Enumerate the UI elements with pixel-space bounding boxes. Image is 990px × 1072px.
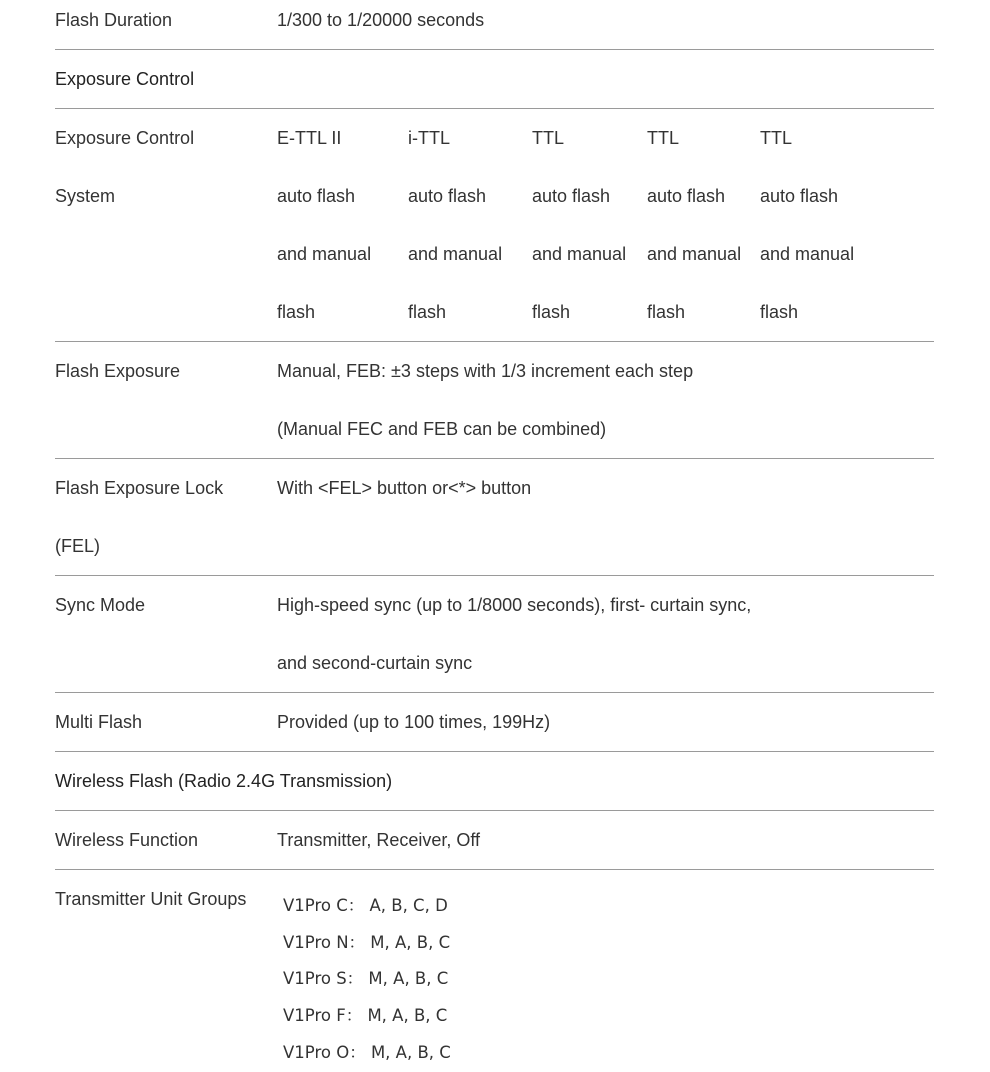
row-exposure-system bbox=[55, 109, 934, 342]
group-item: V1Pro O： M, A, B, C bbox=[283, 1042, 451, 1062]
group-list bbox=[277, 870, 451, 1071]
exposure-system-column bbox=[760, 109, 880, 341]
row-label: System bbox=[55, 186, 116, 206]
column-line: flash bbox=[647, 302, 686, 322]
column-line: TTL bbox=[647, 128, 680, 148]
column-line: auto flash bbox=[408, 186, 487, 206]
row-sync-mode bbox=[55, 576, 934, 693]
column-line: E-TTL II bbox=[277, 128, 342, 148]
row-value: With <FEL> button or<*> button bbox=[277, 478, 532, 498]
row-label: Flash Exposure Lock bbox=[55, 478, 224, 498]
row-multi-flash bbox=[55, 693, 934, 752]
column-line: i-TTL bbox=[408, 128, 450, 148]
row-value: 1/300 to 1/20000 seconds bbox=[277, 10, 485, 30]
row-value: Manual, FEB: ±3 steps with 1/3 increment each step bbox=[277, 361, 694, 381]
column-line: auto flash bbox=[532, 186, 611, 206]
group-item: V1Pro C： A, B, C, D bbox=[283, 896, 448, 915]
column-line: and manual bbox=[532, 244, 627, 264]
section-heading: Exposure Control bbox=[55, 69, 195, 89]
section-wireless-flash bbox=[55, 752, 934, 811]
column-line: and manual bbox=[408, 244, 503, 264]
column-line: and manual bbox=[647, 244, 742, 264]
section-exposure-control bbox=[55, 50, 934, 109]
row-value: High-speed sync (up to 1/8000 seconds), first- curtain sync, bbox=[277, 595, 752, 615]
column-line: and manual bbox=[277, 244, 372, 264]
spec-table bbox=[55, 0, 934, 1071]
exposure-system-column bbox=[647, 109, 760, 341]
column-line: auto flash bbox=[760, 186, 839, 206]
exposure-system-column bbox=[532, 109, 647, 341]
group-item: V1Pro N： M, A, B, C bbox=[283, 932, 451, 952]
row-label: Sync Mode bbox=[55, 595, 146, 615]
row-value: and second-curtain sync bbox=[277, 653, 473, 673]
row-fel bbox=[55, 459, 934, 576]
column-line: auto flash bbox=[647, 186, 726, 206]
row-label: Wireless Function bbox=[55, 830, 199, 850]
column-line: flash bbox=[277, 302, 316, 322]
column-line: flash bbox=[532, 302, 571, 322]
column-line: and manual bbox=[760, 244, 855, 264]
row-label: Flash Exposure bbox=[55, 361, 181, 381]
exposure-system-columns bbox=[277, 109, 880, 341]
row-label: Flash Duration bbox=[55, 10, 173, 30]
row-wireless-function bbox=[55, 811, 934, 870]
row-value: (Manual FEC and FEB can be combined) bbox=[277, 419, 607, 439]
group-item: V1Pro F： M, A, B, C bbox=[283, 1006, 448, 1026]
row-flash-duration bbox=[55, 0, 934, 50]
column-line: flash bbox=[760, 302, 799, 322]
row-label: (FEL) bbox=[55, 536, 100, 556]
row-label: Multi Flash bbox=[55, 712, 143, 732]
group-item: V1Pro S： M, A, B, C bbox=[283, 969, 449, 989]
row-label: Exposure Control bbox=[55, 128, 195, 148]
row-transmitter-groups bbox=[55, 870, 934, 1071]
row-flash-exposure bbox=[55, 342, 934, 459]
exposure-system-column bbox=[408, 109, 532, 341]
row-value: Transmitter, Receiver, Off bbox=[277, 830, 481, 850]
row-label: Transmitter Unit Groups bbox=[55, 889, 247, 909]
column-line: flash bbox=[408, 302, 447, 322]
exposure-system-column bbox=[277, 109, 408, 341]
section-heading: Wireless Flash (Radio 2.4G Transmission) bbox=[55, 771, 393, 791]
column-line: TTL bbox=[532, 128, 565, 148]
row-value: Provided (up to 100 times, 199Hz) bbox=[277, 712, 551, 732]
column-line: auto flash bbox=[277, 186, 356, 206]
column-line: TTL bbox=[760, 128, 793, 148]
